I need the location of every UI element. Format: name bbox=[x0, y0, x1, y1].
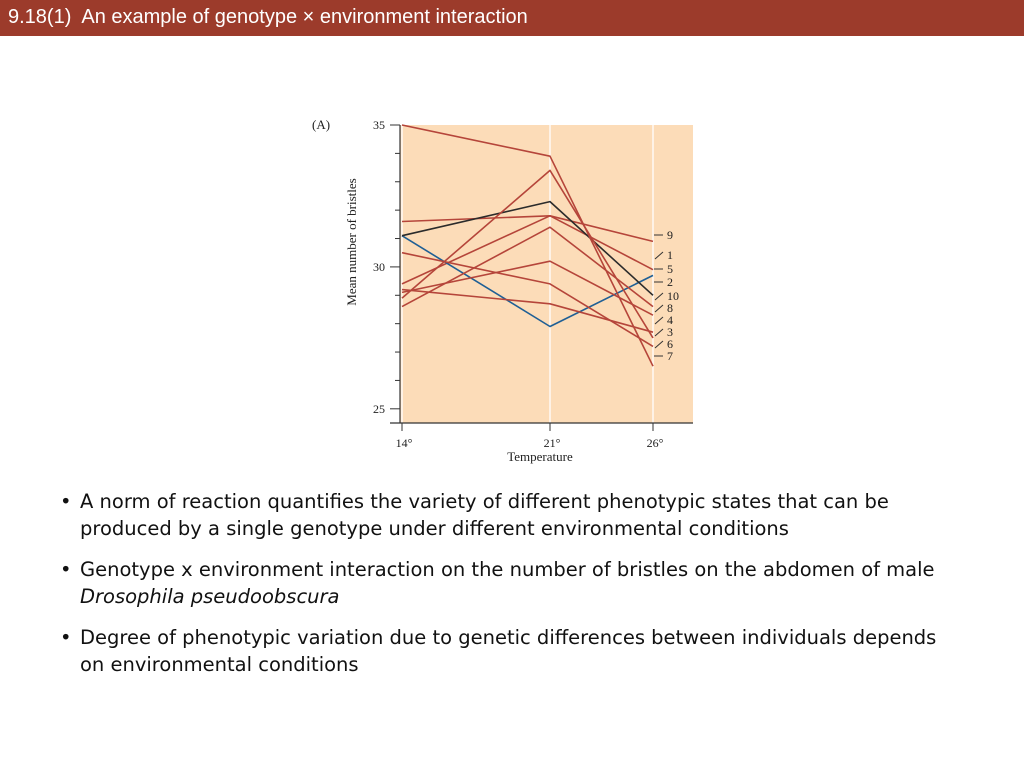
bullet-list bbox=[58, 488, 938, 692]
line-chart bbox=[300, 110, 720, 470]
y-axis-title: Mean number of bristles bbox=[344, 178, 359, 306]
bullet-3 bbox=[58, 624, 938, 678]
series-label: 1 bbox=[667, 248, 673, 262]
series-label: 10 bbox=[667, 289, 679, 303]
x-tick-label: 26° bbox=[646, 436, 664, 450]
bullet-2 bbox=[58, 556, 938, 610]
bullet-dot: • bbox=[60, 626, 72, 649]
bullet-1 bbox=[58, 488, 938, 542]
series-label: 3 bbox=[667, 325, 673, 339]
plot-background bbox=[400, 125, 693, 423]
y-tick-label: 25 bbox=[373, 401, 385, 416]
series-label: 6 bbox=[667, 337, 673, 351]
y-tick-label: 35 bbox=[373, 118, 385, 132]
bullet-dot: • bbox=[60, 558, 72, 581]
series-label: 8 bbox=[667, 301, 673, 315]
series-label: 5 bbox=[667, 262, 673, 276]
series-label: 9 bbox=[667, 228, 673, 242]
x-tick-label: 21° bbox=[543, 436, 561, 450]
panel-label: (A) bbox=[312, 117, 331, 132]
bullet-dot: • bbox=[60, 490, 72, 513]
bullet-3-text: Degree of phenotypic variation due to genetic differences between individuals depends on environmental conditions bbox=[80, 626, 937, 676]
bullet-2-species: Drosophila pseudoobscura bbox=[80, 585, 340, 608]
y-tick-label: 30 bbox=[373, 259, 385, 274]
series-label: 4 bbox=[667, 313, 673, 327]
title-bar bbox=[0, 0, 1024, 36]
series-label: 7 bbox=[667, 349, 673, 363]
x-tick-label: 14° bbox=[395, 436, 413, 450]
series-label: 2 bbox=[667, 275, 673, 289]
bullet-1-text: A norm of reaction quantifies the variety of different phenotypic states that can be produced by a single genotype under different environmental conditions bbox=[80, 490, 889, 540]
slide-title: 9.18(1) An example of genotype × environment interaction bbox=[8, 6, 528, 28]
x-axis-title: Temperature bbox=[507, 449, 573, 464]
bullet-2-text: Genotype x environment interaction on the number of bristles on the abdomen of male bbox=[80, 558, 935, 581]
chart bbox=[300, 110, 720, 470]
